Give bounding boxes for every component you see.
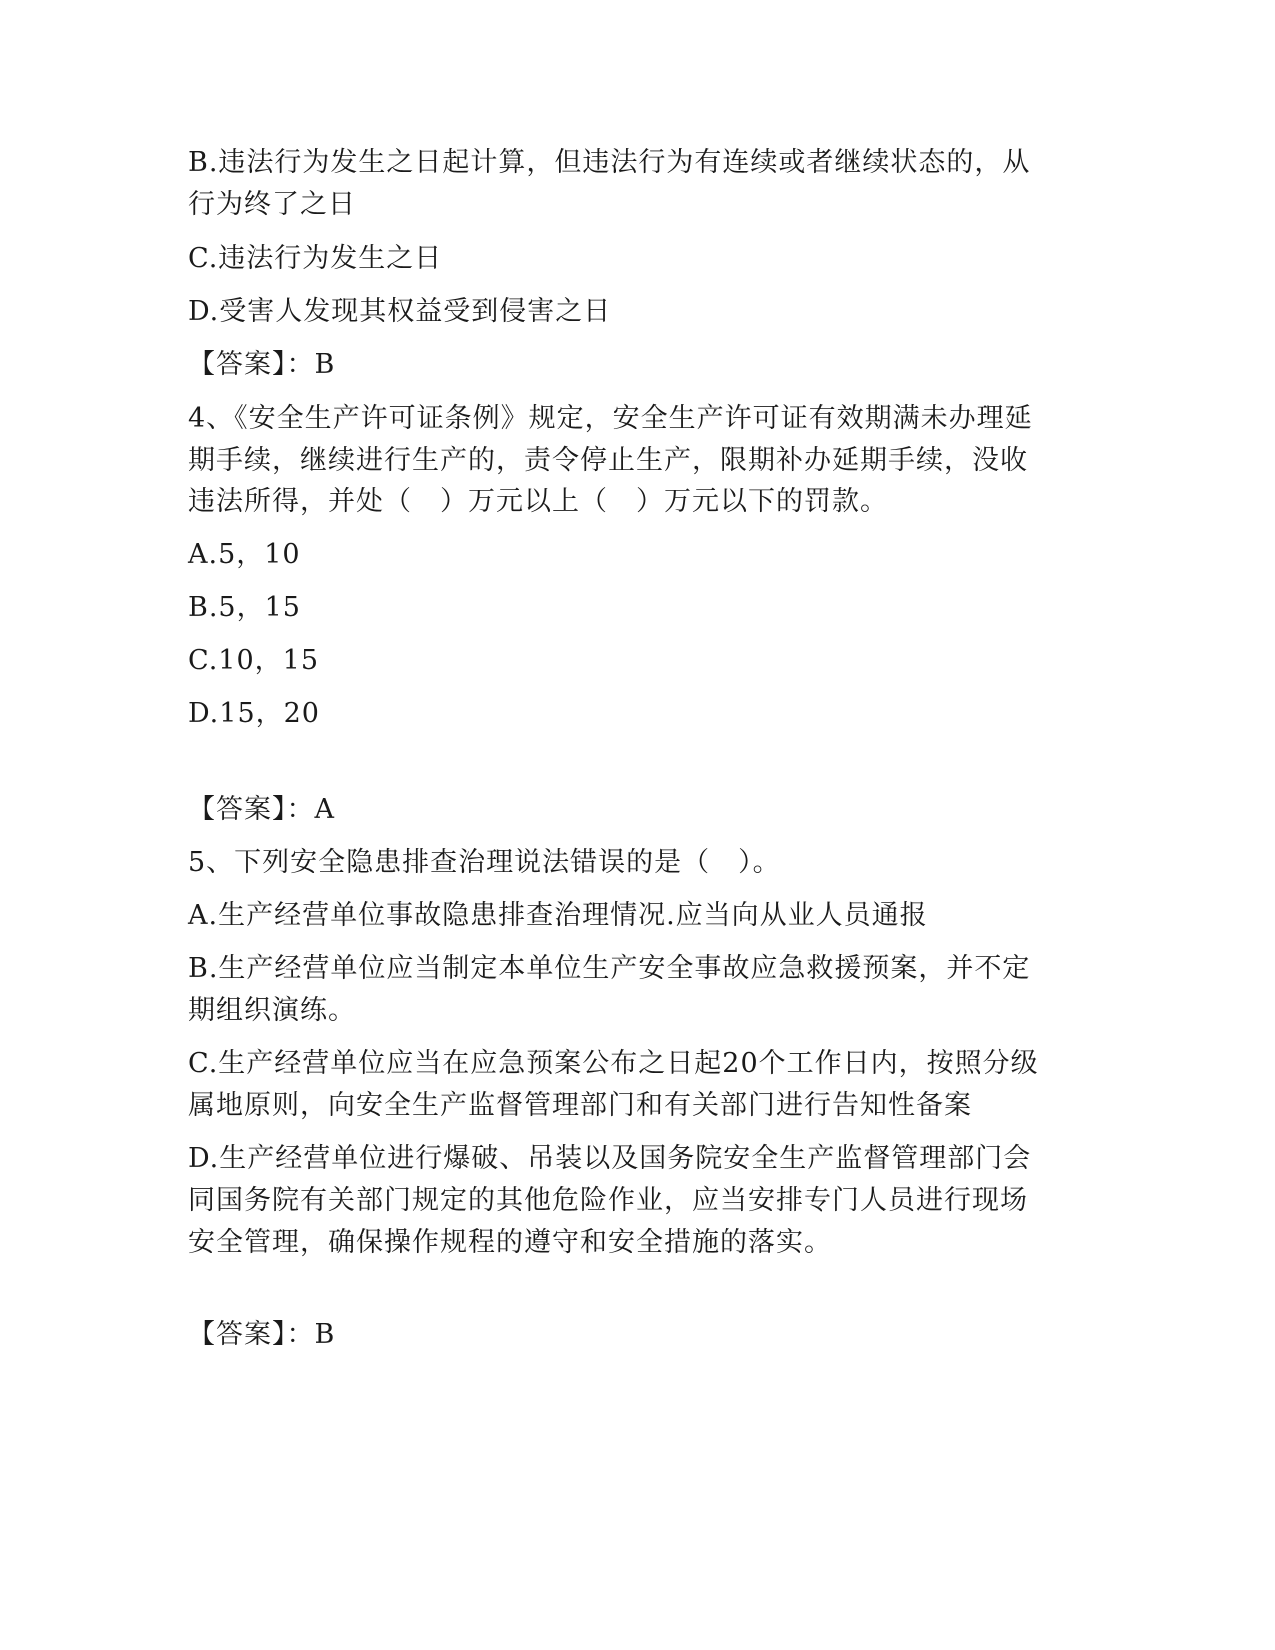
q5-option-c-line1: C.生产经营单位应当在应急预案公布之日起20个工作日内，按照分级 [188, 1048, 1039, 1079]
q5-option-d-line2: 同国务院有关部门规定的其他危险作业，应当安排专门人员进行现场 [188, 1185, 1028, 1216]
q5-option-b-line1: B.生产经营单位应当制定本单位生产安全事故应急救援预案，并不定 [188, 953, 1031, 984]
q4-stem-line3: 违法所得，并处（ ）万元以上（ ）万元以下的罚款。 [188, 486, 888, 517]
q4-option-b: B.5，15 [188, 592, 301, 623]
q4-answer: 【答案】：A [188, 794, 335, 825]
q5-option-d-line1: D.生产经营单位进行爆破、吊装以及国务院安全生产监督管理部门会 [188, 1143, 1032, 1174]
q3-option-b-line2: 行为终了之日 [188, 189, 356, 220]
q3-option-d: D.受害人发现其权益受到侵害之日 [188, 296, 612, 327]
q5-option-a: A.生产经营单位事故隐患排查治理情况.应当向从业人员通报 [188, 900, 928, 931]
q5-option-b-line2: 期组织演练。 [188, 995, 356, 1026]
q4-option-d: D.15，20 [188, 698, 320, 729]
q4-option-a: A.5，10 [188, 539, 301, 570]
q3-answer: 【答案】：B [188, 349, 336, 380]
q3-option-c: C.违法行为发生之日 [188, 243, 443, 274]
q5-stem: 5、下列安全隐患排查治理说法错误的是（ ）。 [188, 847, 781, 878]
q5-option-c-line2: 属地原则，向安全生产监督管理部门和有关部门进行告知性备案 [188, 1090, 972, 1121]
q5-answer: 【答案】：B [188, 1319, 336, 1350]
q4-stem-line2: 期手续，继续进行生产的，责令停止生产，限期补办延期手续，没收 [188, 445, 1028, 476]
q4-stem-line1: 4、《安全生产许可证条例》规定，安全生产许可证有效期满未办理延 [188, 403, 1033, 434]
q3-option-b-line1: B.违法行为发生之日起计算，但违法行为有连续或者继续状态的，从 [188, 147, 1031, 178]
q4-option-c: C.10，15 [188, 645, 319, 676]
q5-option-d-line3: 安全管理，确保操作规程的遵守和安全措施的落实。 [188, 1227, 832, 1258]
